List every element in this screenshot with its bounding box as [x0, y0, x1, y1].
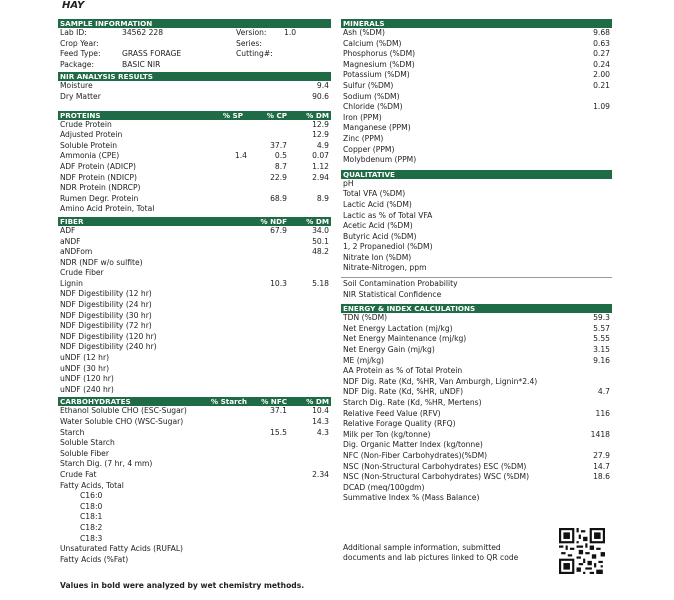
row-label: aNDFom — [60, 247, 93, 257]
protein-row — [58, 130, 331, 141]
nir-row — [58, 81, 331, 92]
row-label: Starch Dig. (7 hr, 4 mm) — [60, 459, 153, 469]
energy-row — [341, 387, 612, 398]
row-label: uNDF (12 hr) — [60, 353, 110, 363]
row-value: 1.09 — [593, 102, 610, 112]
row-value-c3: 8.9 — [316, 193, 329, 203]
mineral-row — [341, 81, 612, 92]
row-label: Moisture — [60, 81, 93, 91]
row-label: Soil Contamination Probability — [343, 279, 458, 289]
row-value: 90.6 — [312, 91, 329, 101]
row-label: NDF Digestibility (30 hr) — [60, 310, 152, 320]
energy-row — [341, 324, 612, 335]
row-label: NIR Statistical Confidence — [343, 289, 442, 299]
protein-row — [58, 204, 331, 215]
carbs-col-starch: % Starch — [210, 397, 247, 407]
energy-row — [341, 345, 612, 356]
row-label: Relative Forage Quality (RFQ) — [343, 419, 456, 429]
row-label: Sodium (%DM) — [343, 91, 400, 101]
row-value-c3: 4.9 — [316, 140, 329, 150]
carbohydrate-row — [58, 512, 331, 523]
sample-row-lab-id — [58, 28, 331, 39]
row-label: Calcium (%DM) — [343, 38, 402, 48]
energy-row — [341, 356, 612, 367]
energy-row — [341, 409, 612, 420]
row-value-c2: 5.18 — [312, 278, 329, 288]
row-label: Chloride (%DM) — [343, 102, 403, 112]
row-value-c2: 37.7 — [270, 140, 287, 150]
row-value: 3.15 — [593, 345, 610, 355]
energy-row — [341, 398, 612, 409]
fiber-row — [58, 385, 331, 396]
row-value-c2: 68.9 — [270, 193, 287, 203]
fiber-row — [58, 353, 331, 364]
sample-row-feed-type — [58, 49, 331, 60]
right-column — [341, 17, 612, 504]
fiber-row — [58, 311, 331, 322]
row-label: Copper (PPM) — [343, 144, 395, 154]
energy-row — [341, 313, 612, 324]
qualitative-row — [341, 242, 612, 253]
carbohydrate-row — [58, 544, 331, 555]
mineral-row — [341, 155, 612, 166]
row-label: Soluble Starch — [60, 438, 115, 448]
mineral-row — [341, 113, 612, 124]
energy-row — [341, 334, 612, 345]
sample-information-title: SAMPLE INFORMATION — [60, 19, 153, 28]
qualitative-row — [341, 263, 612, 274]
row-label: Manganese (PPM) — [343, 123, 411, 133]
nir-rows — [58, 81, 331, 102]
row-label: Crude Fat — [60, 469, 97, 479]
feed-type-label: Feed Type: — [60, 49, 101, 59]
row-value-c3: 12.9 — [312, 130, 329, 140]
row-label: Nitrate Ion (%DM) — [343, 252, 412, 262]
row-label: Lignin — [60, 278, 83, 288]
row-value: 5.57 — [593, 323, 610, 333]
row-label: uNDF (30 hr) — [60, 363, 110, 373]
row-label: Fatty Acids (%Fat) — [60, 554, 129, 564]
minerals-title: MINERALS — [343, 19, 385, 28]
carbohydrate-row — [58, 523, 331, 534]
row-label: Acetic Acid (%DM) — [343, 221, 413, 231]
protein-row — [58, 120, 331, 131]
fiber-row — [58, 237, 331, 248]
row-value: 59.3 — [593, 313, 610, 323]
protein-row — [58, 141, 331, 152]
fiber-row — [58, 226, 331, 237]
proteins-col-dm: % DM — [306, 110, 329, 120]
fiber-rows — [58, 226, 331, 396]
nir-analysis-header — [58, 72, 331, 81]
energy-row — [341, 430, 612, 441]
carbohydrate-row — [58, 438, 331, 449]
energy-header — [341, 304, 612, 313]
qualitative-row — [341, 179, 612, 190]
proteins-col-sp: % SP — [222, 110, 243, 120]
row-label: Adjusted Protein — [60, 130, 123, 140]
row-label: Starch Dig. Rate (Kd, %HR, Mertens) — [343, 398, 482, 407]
mineral-row — [341, 60, 612, 71]
row-label: Ethanol Soluble CHO (ESC-Sugar) — [60, 406, 187, 416]
row-label: NDF Protein (NDICP) — [60, 172, 137, 182]
fiber-col-dm: % DM — [306, 216, 329, 226]
row-value-c1: 67.9 — [270, 225, 287, 235]
qualitative-row — [341, 253, 612, 264]
qualitative-extra-rows — [341, 279, 612, 300]
energy-row — [341, 366, 612, 377]
row-label: NDF Dig. Rate (Kd, %HR, uNDF) — [343, 387, 464, 397]
row-label: Butyric Acid (%DM) — [343, 231, 417, 241]
row-label: Soluble Fiber — [60, 448, 109, 458]
fiber-header — [58, 217, 331, 226]
row-value-c3: 1.12 — [312, 161, 329, 171]
row-label: C18:1 — [80, 512, 103, 522]
fiber-row — [58, 279, 331, 290]
energy-row — [341, 483, 612, 494]
row-label: uNDF (240 hr) — [60, 384, 114, 394]
row-label: Rumen Degr. Protein — [60, 193, 139, 203]
qualitative-title: QUALITATIVE — [343, 169, 395, 179]
mineral-rows — [341, 28, 612, 166]
qualitative-header — [341, 170, 612, 179]
row-label: Ash (%DM) — [343, 28, 385, 37]
row-label: NSC (Non-Structural Carbohydrates) ESC (%DM) — [343, 461, 527, 471]
additional-info-note: Additional sample information, submitted documents and lab pictures linked to QR code — [343, 543, 519, 562]
fiber-row — [58, 247, 331, 258]
fiber-row — [58, 364, 331, 375]
wet-chemistry-note: Values in bold were analyzed by wet chemistry methods. — [60, 581, 305, 590]
row-label: NDR Protein (NDRCP) — [60, 183, 141, 193]
carbohydrate-row — [58, 449, 331, 460]
row-label: Magnesium (%DM) — [343, 59, 415, 69]
energy-row — [341, 440, 612, 451]
row-label: ADF — [60, 225, 76, 235]
row-label: Phosphorus (%DM) — [343, 49, 416, 59]
fiber-col-ndf: % NDF — [260, 216, 287, 226]
qualitative-row — [341, 200, 612, 211]
row-label: NDF Dig. Rate (Kd, %HR, Van Amburgh, Lignin*2.4) — [343, 376, 538, 386]
qualitative-extra-row — [341, 279, 612, 290]
carb-rows — [58, 406, 331, 565]
row-value: 2.00 — [593, 70, 610, 80]
row-label: NDF Digestibility (240 hr) — [60, 342, 157, 352]
protein-row — [58, 151, 331, 162]
row-label: ADF Protein (ADICP) — [60, 161, 136, 171]
series-label: Series: — [236, 38, 262, 48]
energy-row — [341, 377, 612, 388]
row-label: Soluble Protein — [60, 140, 118, 150]
mineral-row — [341, 145, 612, 156]
row-label: Unsaturated Fatty Acids (RUFAL) — [60, 544, 184, 554]
row-label: Fatty Acids, Total — [60, 480, 124, 490]
sample-information-header — [58, 19, 331, 28]
carbs-col-dm: % DM — [306, 397, 329, 407]
row-label: Crude Protein — [60, 119, 112, 129]
row-value: 9.16 — [593, 355, 610, 365]
fiber-row — [58, 321, 331, 332]
row-value-c2: 8.7 — [274, 161, 287, 171]
row-value: 5.55 — [593, 334, 610, 344]
proteins-header — [58, 111, 331, 120]
row-value-c2: 48.2 — [312, 247, 329, 257]
row-label: Milk per Ton (kg/tonne) — [343, 429, 431, 439]
row-label: Ammonia (CPE) — [60, 151, 120, 161]
row-value-c3: 2.94 — [312, 172, 329, 182]
row-label: AA Protein as % of Total Protein — [343, 366, 463, 376]
qualitative-row — [341, 232, 612, 243]
row-label: C18:3 — [80, 533, 103, 543]
row-value: 9.4 — [316, 81, 329, 91]
protein-rows — [58, 120, 331, 215]
proteins-title: PROTEINS — [60, 110, 101, 120]
carbohydrate-row — [58, 428, 331, 439]
carbohydrate-row — [58, 534, 331, 545]
row-label: NDF Digestibility (24 hr) — [60, 300, 152, 310]
sample-row-package — [58, 60, 331, 71]
row-label: NDF Digestibility (120 hr) — [60, 331, 157, 341]
row-value-c1: 10.3 — [270, 278, 287, 288]
sample-row-crop-year — [58, 39, 331, 50]
row-value: 116 — [595, 408, 610, 418]
proteins-col-cp: % CP — [266, 110, 287, 120]
row-value-c3: 12.9 — [312, 119, 329, 129]
qualitative-rows — [341, 179, 612, 274]
row-label: Molybdenum (PPM) — [343, 155, 417, 165]
energy-rows — [341, 313, 612, 504]
row-value: 18.6 — [593, 472, 610, 482]
package-value: BASIC NIR — [122, 59, 161, 69]
carbohydrate-row — [58, 481, 331, 492]
row-label: aNDF — [60, 236, 81, 246]
row-label: 1, 2 Propanediol (%DM) — [343, 242, 433, 252]
lab-id-value: 34562 228 — [122, 28, 164, 37]
energy-row — [341, 462, 612, 473]
mineral-row — [341, 70, 612, 81]
energy-title: ENERGY & INDEX CALCULATIONS — [343, 304, 476, 314]
row-label: uNDF (120 hr) — [60, 374, 114, 384]
protein-row — [58, 183, 331, 194]
nir-row — [58, 92, 331, 103]
carbohydrate-row — [58, 491, 331, 502]
fiber-row — [58, 258, 331, 269]
row-label: Net Energy Maintenance (mj/kg) — [343, 334, 467, 344]
row-label: Dig. Organic Matter Index (kg/tonne) — [343, 440, 483, 450]
mineral-row — [341, 102, 612, 113]
qualitative-extra-row — [341, 290, 612, 301]
row-value-c3: 10.4 — [312, 406, 329, 416]
row-label: Amino Acid Protein, Total — [60, 204, 155, 214]
row-label: Crude Fiber — [60, 268, 104, 278]
row-value: 4.7 — [597, 387, 610, 397]
row-value: 14.7 — [593, 461, 610, 471]
energy-row — [341, 419, 612, 430]
row-label: Water Soluble CHO (WSC-Sugar) — [60, 417, 184, 426]
carbohydrate-row — [58, 417, 331, 428]
nir-analysis-title: NIR ANALYSIS RESULTS — [60, 72, 153, 82]
mineral-row — [341, 123, 612, 134]
row-label: Starch — [60, 427, 85, 437]
feed-type-value: GRASS FORAGE — [122, 49, 182, 59]
fiber-row — [58, 374, 331, 385]
row-label: Potassium (%DM) — [343, 70, 410, 80]
cutting-label: Cutting#: — [236, 49, 273, 59]
carbohydrate-row — [58, 502, 331, 513]
energy-row — [341, 493, 612, 504]
row-label: TDN (%DM) — [343, 313, 388, 323]
carbohydrate-row — [58, 470, 331, 481]
carbohydrate-row — [58, 555, 331, 566]
row-value-c3: 2.34 — [312, 469, 329, 479]
carbohydrates-title: CARBOHYDRATES — [60, 397, 131, 407]
row-label: Lactic as % of Total VFA — [343, 210, 433, 220]
row-value-c3: 14.3 — [312, 417, 329, 426]
row-label: NFC (Non-Fiber Carbohydrates)(%DM) — [343, 450, 488, 460]
carbohydrate-row — [58, 406, 331, 417]
row-value-c2: 34.0 — [312, 225, 329, 235]
row-value: 0.21 — [593, 80, 610, 90]
protein-row — [58, 194, 331, 205]
row-value-c3: 0.07 — [312, 151, 329, 161]
left-column — [58, 17, 331, 565]
fiber-row — [58, 332, 331, 343]
energy-row — [341, 472, 612, 483]
row-value-c2: 0.5 — [274, 151, 287, 161]
row-value: 27.9 — [593, 450, 610, 460]
protein-row — [58, 173, 331, 184]
qualitative-row — [341, 189, 612, 200]
minerals-header — [341, 19, 612, 28]
row-label: DCAD (meq/100gdm) — [343, 482, 425, 492]
carbs-col-nfc: % NFC — [261, 397, 287, 407]
row-label: pH — [343, 178, 354, 188]
row-value: 1418 — [590, 429, 610, 439]
row-value-c3: 4.3 — [316, 427, 329, 437]
row-label: Zinc (PPM) — [343, 133, 384, 143]
row-value: 9.68 — [593, 28, 610, 37]
version-value: 1.0 — [284, 28, 297, 37]
mineral-row — [341, 39, 612, 50]
version-label: Version: — [236, 28, 267, 37]
mineral-row — [341, 92, 612, 103]
row-value-c2: 15.5 — [270, 427, 287, 437]
row-label: NSC (Non-Structural Carbohydrates) WSC (%DM) — [343, 472, 530, 482]
row-label: Nitrate-Nitrogen, ppm — [343, 263, 427, 273]
fiber-row — [58, 268, 331, 279]
row-label: Lactic Acid (%DM) — [343, 199, 412, 209]
fiber-row — [58, 300, 331, 311]
row-label: Summative Index % (Mass Balance) — [343, 493, 480, 503]
row-label: NDR (NDF w/o sulfite) — [60, 257, 143, 267]
row-label: C16:0 — [80, 491, 103, 501]
protein-row — [58, 162, 331, 173]
energy-row — [341, 451, 612, 462]
row-value: 0.24 — [593, 59, 610, 69]
carbohydrate-row — [58, 459, 331, 470]
row-label: Relative Feed Value (RFV) — [343, 408, 441, 418]
row-label: NDF Digestibility (12 hr) — [60, 289, 152, 299]
fiber-row — [58, 289, 331, 300]
row-label: Iron (PPM) — [343, 112, 382, 122]
fiber-row — [58, 342, 331, 353]
row-label: Net Energy Lactation (mj/kg) — [343, 323, 453, 333]
qr-code-icon[interactable] — [559, 528, 605, 574]
row-label: Dry Matter — [60, 91, 101, 101]
row-label: Net Energy Gain (mj/kg) — [343, 345, 435, 355]
carbohydrates-header — [58, 397, 331, 406]
row-label: C18:0 — [80, 501, 103, 511]
row-label: C18:2 — [80, 522, 103, 532]
lab-id-label: Lab ID: — [60, 28, 87, 37]
qualitative-row — [341, 221, 612, 232]
mineral-row — [341, 134, 612, 145]
row-value-c2: 37.1 — [270, 406, 287, 416]
row-value-c1: 1.4 — [234, 151, 247, 161]
row-label: Sulfur (%DM) — [343, 80, 394, 90]
mineral-row — [341, 49, 612, 60]
row-value-c2: 50.1 — [312, 236, 329, 246]
crop-year-label: Crop Year: — [60, 38, 99, 48]
report-title: HAY — [62, 0, 85, 11]
qualitative-row — [341, 211, 612, 222]
row-label: Total VFA (%DM) — [343, 189, 406, 199]
mineral-row — [341, 28, 612, 39]
row-label: NDF Digestibility (72 hr) — [60, 321, 152, 331]
row-value-c2: 22.9 — [270, 172, 287, 182]
package-label: Package: — [60, 59, 95, 69]
row-value: 0.27 — [593, 49, 610, 59]
row-label: ME (mj/kg) — [343, 355, 384, 365]
fiber-title: FIBER — [60, 216, 84, 226]
row-value: 0.63 — [593, 38, 610, 48]
